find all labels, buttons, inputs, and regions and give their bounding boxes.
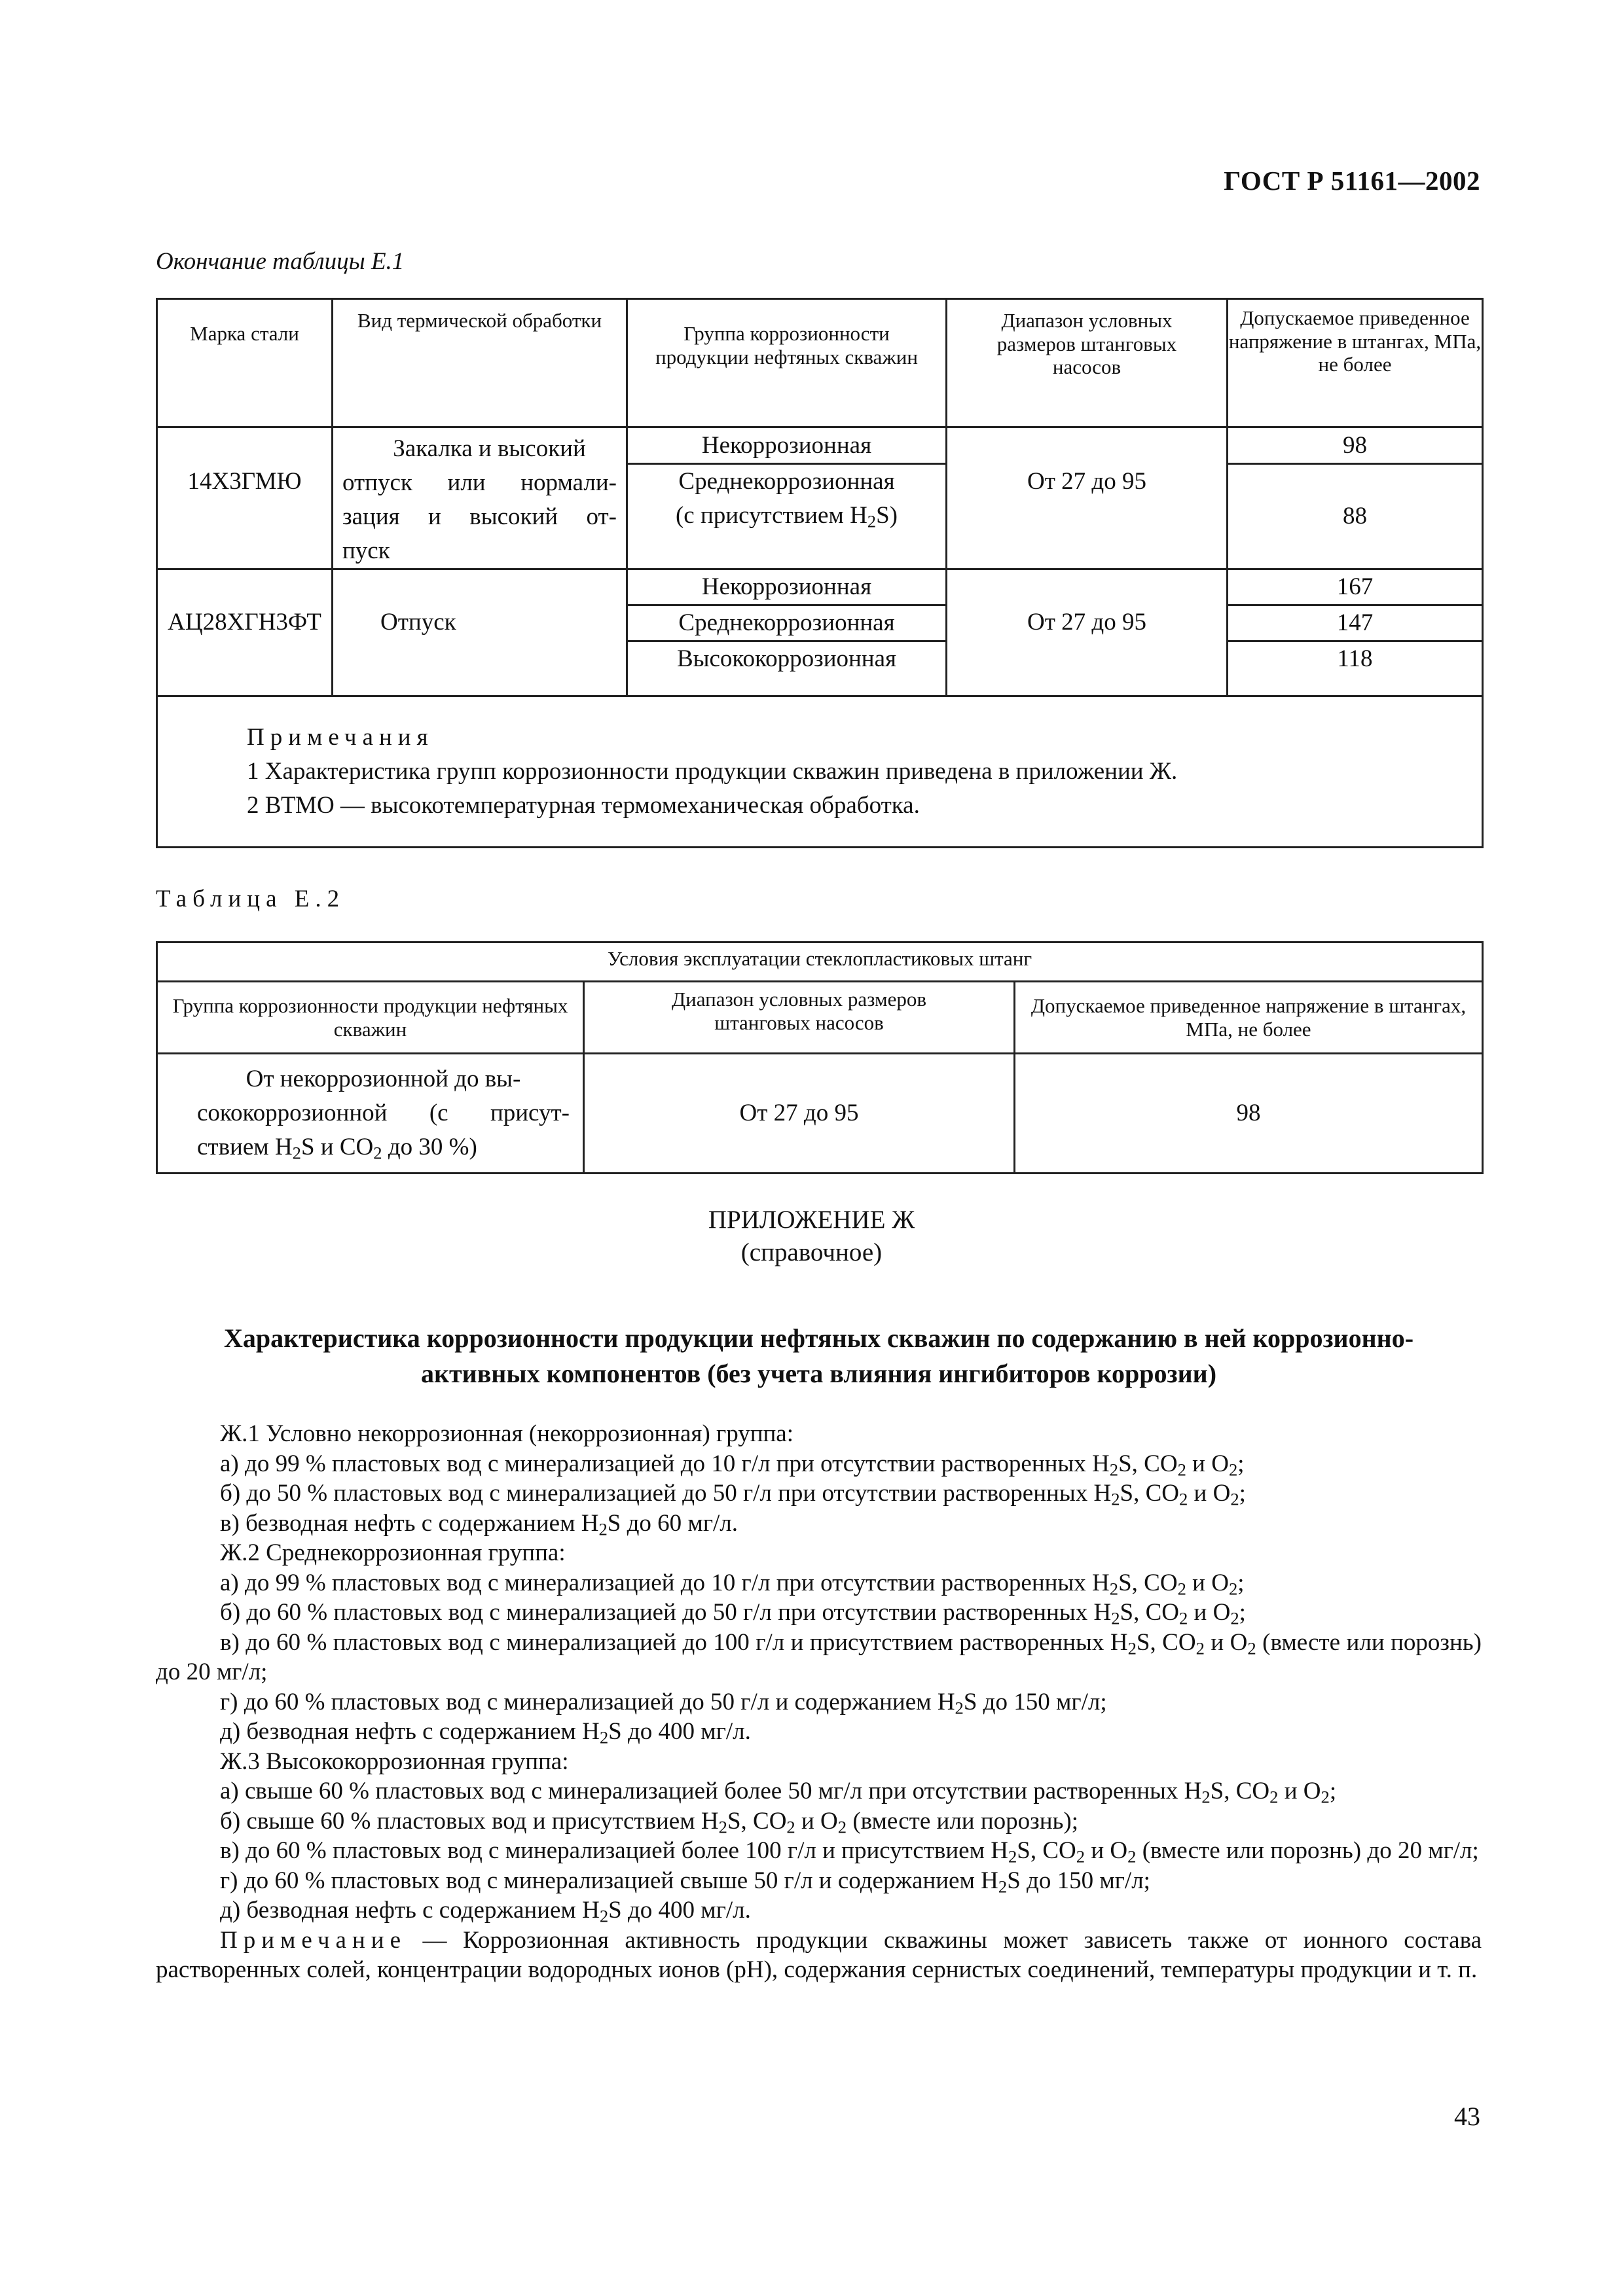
stress-value: 88	[1228, 464, 1483, 569]
table1-caption: Окончание таблицы Е.1	[156, 248, 405, 275]
col-header-steel: Марка стали	[157, 299, 333, 427]
col-header-pump-range: Диапазон условных размеров штанговых насосов	[947, 299, 1228, 427]
list-item: г) до 60 % пластовых вод с минерализацией свыше 50 г/л и содержанием $H_2S$ до 150 мг/л;	[220, 1867, 1150, 1897]
section-heading: Ж.2 Среднекоррозионная группа:	[220, 1539, 566, 1566]
appendix-label: ПРИЛОЖЕНИЕ Ж	[708, 1206, 915, 1234]
list-item: в) до 60 % пластовых вод с минерализацией более 100 г/л и присутствием $H_2S$, $CO_2$ и $O_2$ (вместе или порознь) до 20 мг/л;	[220, 1837, 1479, 1867]
stress-value: 118	[1228, 641, 1483, 696]
list-item: б) до 50 % пластовых вод с минерализацией до 50 г/л при отсутствии растворенных $H_2S$, $CO_2$ и $O_2$;	[220, 1480, 1246, 1509]
appendix-type: (справочное)	[740, 1238, 883, 1266]
table1-header-row	[157, 299, 1483, 427]
stress-value: 147	[1228, 605, 1483, 641]
col-header-corrosion-group: Группа коррозионности продукции нефтяных скважин	[627, 299, 947, 427]
heat-treatment: Закалка и высокий отпуск или нормали- зация и высокий от- пуск	[333, 427, 627, 569]
list-item: а) до 99 % пластовых вод с минерализацией до 10 г/л при отсутствии растворенных $H_2S$, $CO_2$ и $O_2$;	[220, 1569, 1245, 1599]
stress-value: 98	[1228, 427, 1483, 464]
list-item: б) до 60 % пластовых вод с минерализацией до 50 г/л при отсутствии растворенных $H_2S$, $CO_2$ и $O_2$;	[220, 1599, 1246, 1628]
list-item: в) до 60 % пластовых вод с минерализацией до 100 г/л и присутствием растворенных $H_2S$, $CO_2$ и $O_2$ (вместе или порознь) до 20 мг/л;	[156, 1628, 1482, 1685]
appendix-title: Характеристика коррозионности продукции нефтяных скважин по содержанию в ней коррозионно- активных компонентов (без учета влияния ингибиторов коррозии)	[223, 1323, 1414, 1388]
stress-value: 167	[1228, 569, 1483, 605]
pump-range: От 27 до 95	[947, 569, 1228, 696]
table-row	[157, 427, 1483, 464]
table2-span-header: Условия эксплуатации стеклопластиковых штанг	[157, 942, 1483, 982]
list-item: д) безводная нефть с содержанием $H_2S$ до 400 мг/л.	[220, 1897, 751, 1926]
col-header-corrosion-group: Группа коррозионности продукции нефтяных скважин	[157, 982, 584, 1054]
table-row	[157, 569, 1483, 605]
pump-range: От 27 до 95	[947, 427, 1228, 569]
col-header-pump-range: Диапазон условных размеров штанговых насосов	[584, 982, 1015, 1054]
notes-title: Примечания	[247, 724, 434, 751]
list-item: в) безводная нефть с содержанием $H_2S$ до 60 мг/л.	[220, 1509, 739, 1539]
pump-range: От 27 до 95	[584, 1054, 1015, 1174]
corrosion-group: От некоррозионной до вы- сококоррозионной (с присут- ствием $H_2S$ и $CO_2$ до 30 %)	[157, 1054, 584, 1174]
table-e2	[156, 941, 1484, 1174]
document-code: ГОСТ Р 51161—2002	[1224, 166, 1480, 196]
table1-notes	[157, 696, 1483, 848]
note-item: 2 ВТМО — высокотемпературная термомеханическая обработка.	[247, 792, 920, 819]
steel-grade: АЦ28ХГН3ФТ	[157, 569, 333, 696]
corrosion-group: Некоррозионная	[627, 569, 947, 605]
appendix-body	[156, 1419, 1482, 1985]
heat-treatment: Отпуск	[333, 569, 627, 696]
note-item: 1 Характеристика групп коррозионности продукции скважин приведена в приложении Ж.	[247, 758, 1178, 785]
list-item: а) свыше 60 % пластовых вод с минерализацией более 50 мг/л при отсутствии растворенных $H_2S$, $CO_2$ и $O_2$;	[220, 1778, 1337, 1807]
corrosion-group: Среднекоррозионная	[627, 605, 947, 641]
section-heading: Ж.1 Условно некоррозионная (некоррозионная) группа:	[220, 1420, 794, 1447]
steel-grade: 14Х3ГМЮ	[157, 427, 333, 569]
appendix-note: Примечание — Коррозионная активность продукции скважины может зависеть также от ионного состава растворенных солей, концентрации водородных ионов (pH), содержания сернистых соединений, температуры продукции и т. п.	[156, 1926, 1482, 1983]
table-row	[157, 1054, 1483, 1174]
list-item: а) до 99 % пластовых вод с минерализацией до 10 г/л при отсутствии растворенных $H_2S$, $CO_2$ и $O_2$;	[220, 1450, 1245, 1480]
section-heading: Ж.3 Высококоррозионная группа:	[220, 1748, 569, 1775]
col-header-stress: Допускаемое приведенное напряжение в штангах, МПа, не более	[1228, 299, 1483, 427]
list-item: г) до 60 % пластовых вод с минерализацией до 50 г/л и содержанием $H_2S$ до 150 мг/л;	[220, 1688, 1107, 1718]
list-item: д) безводная нефть с содержанием $H_2S$ до 400 мг/л.	[220, 1718, 751, 1748]
stress-value: 98	[1015, 1054, 1483, 1174]
col-header-treatment: Вид термической обработки	[333, 299, 627, 427]
corrosion-group: Среднекоррозионная (с присутствием $H_2S$)	[627, 464, 947, 569]
table2-caption: Таблица Е.2	[156, 886, 346, 912]
corrosion-group: Высококоррозионная	[627, 641, 947, 696]
page-number: 43	[1454, 2102, 1480, 2131]
corrosion-group: Некоррозионная	[627, 427, 947, 464]
col-header-stress: Допускаемое приведенное напряжение в штангах, МПа, не более	[1015, 982, 1483, 1054]
list-item: б) свыше 60 % пластовых вод и присутствием $H_2S$, $CO_2$ и $O_2$ (вместе или порознь);	[220, 1807, 1079, 1837]
table-e1	[156, 298, 1484, 848]
